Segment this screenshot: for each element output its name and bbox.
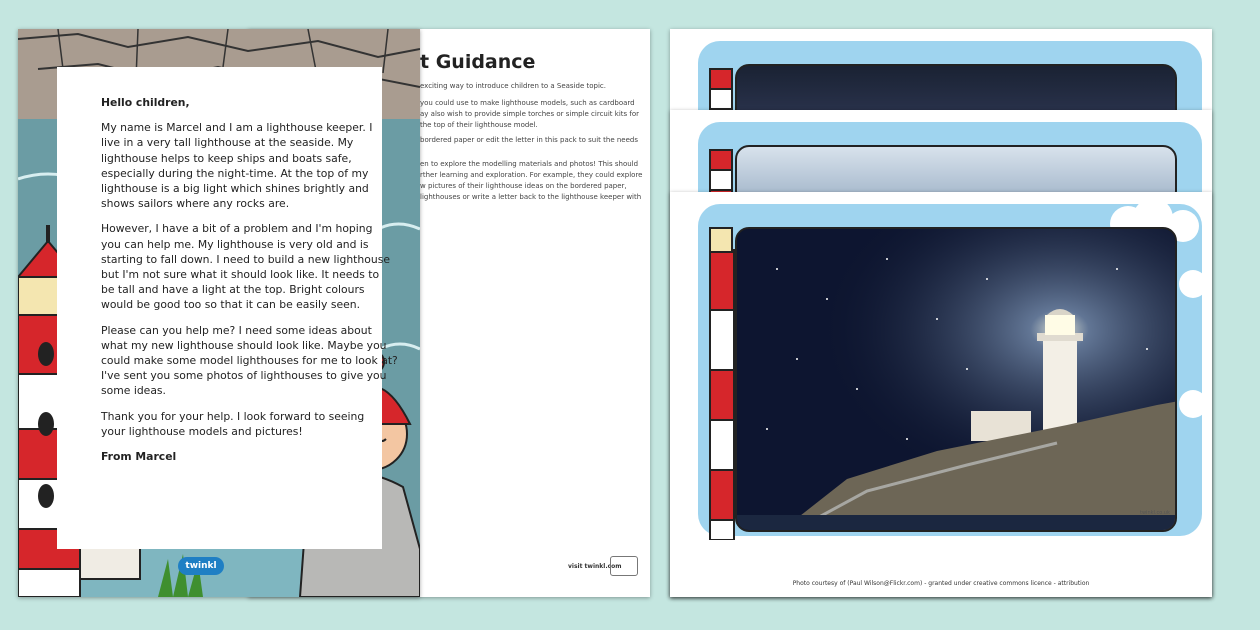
night-lighthouse-image: [737, 229, 1177, 532]
guidance-paragraph: you could use to make lighthouse models, such as cardboard ay also wish to provide simple torches or simple circuit kits for the top of their lighthouse model.: [420, 99, 640, 129]
guidance-title: t Guidance: [420, 51, 536, 73]
letter-paragraph: Please can you help me? I need some ideas about what my new lighthouse should look like. Maybe you could make some model lighthouses for me to look at? I've sent you some photos of lighthouses to give you some ideas.: [101, 323, 398, 398]
lighthouse-photo: [735, 227, 1177, 532]
guidance-paragraph: en to explore the modelling materials and photos! This should rther learning and exploration. For example, they could explore w pictures of their lighthouse ideas on the bordered paper, lighthouses or write a letter back to the lighthouse keeper with: [420, 160, 643, 201]
letter-page: [18, 29, 420, 597]
letter-paragraph: Thank you for your help. I look forward to seeing your lighthouse models and pictures!: [101, 409, 365, 438]
letter-greeting: Hello children,: [101, 96, 190, 109]
twinkl-url: twinkl.co.uk: [1140, 510, 1170, 516]
guidance-footer: visit twinkl.com: [568, 563, 622, 570]
guidance-paragraph: exciting way to introduce children to a Seaside topic.: [420, 82, 606, 90]
letter-paragraph: However, I have a bit of a problem and I'm hoping you can help me. My lighthouse is very old and is starting to fall down. I need to build a new lighthouse but I'm not sure what it should look like. It needs to be tall and have a light at the top. Bright colours would be good too so that it can be easily seen.: [101, 222, 390, 312]
guidance-paragraph: bordered paper or edit the letter in this pack to suit the needs: [420, 136, 638, 144]
lighthouse-border-icon: [706, 220, 738, 540]
twinkl-logo: twinkl: [178, 557, 224, 575]
letter-signoff: From Marcel: [101, 450, 177, 464]
photo-page: [670, 192, 1212, 597]
letter-paragraph: My name is Marcel and I am a lighthouse keeper. I live in a very tall lighthouse at the seaside. My lighthouse helps to keep ships and boats safe, especially during the night-time. At the top of my lighthouse is a big light which shines brightly and shows sailors where any rocks are.: [101, 121, 373, 211]
letter-paper: [57, 67, 398, 549]
photo-credit: Photo courtesy of (Paul Wilson@Flickr.com) - granted under creative commons licence - attribution: [792, 580, 1090, 587]
twinkl-logo-icon: [610, 556, 638, 576]
